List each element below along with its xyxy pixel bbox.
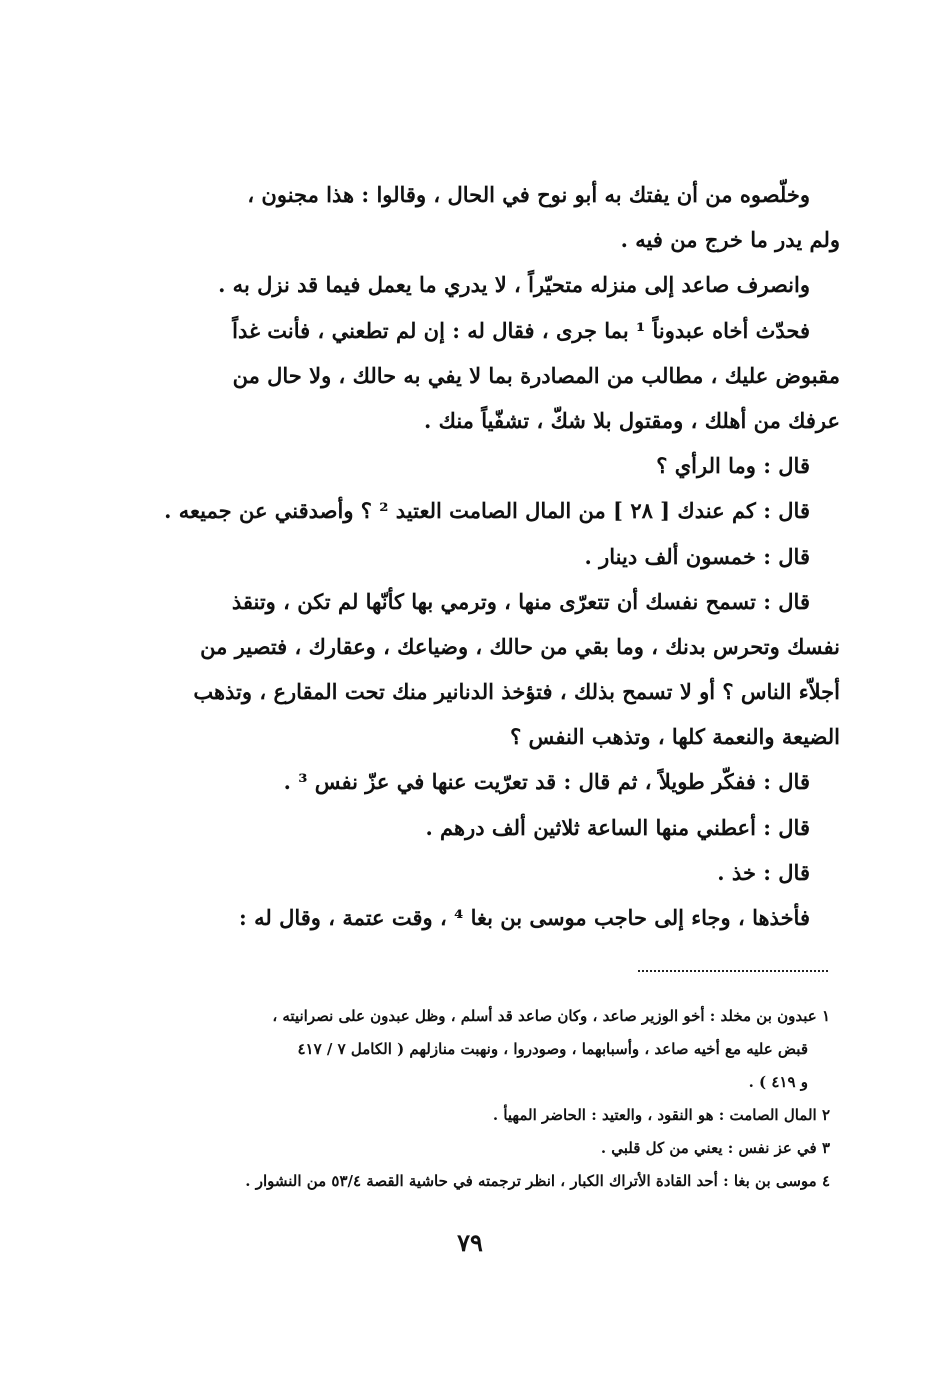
text-line: مقبوض عليك ، مطالب من المصادرة بما لا يفي به حالك ، ولا حال من [232,362,840,388]
text-line: نفسك وتحرس بدنك ، وما بقي من حالك ، وضياعك ، وعقارك ، فتصير من [200,633,840,659]
footnote-line: ٣ في عز نفس : يعني من كل قلبي . [600,1139,830,1157]
text-line: قال : أعطني منها الساعة ثلاثين ألف درهم . [425,814,810,840]
text-line: قال : وما الرأي ؟ [656,453,810,479]
text-line: أجلاّء الناس ؟ أو لا تسمح بذلك ، فتؤخذ الدنانير منك تحت المقارع ، وتذهب [193,679,840,705]
text-line: فأخذها ، وجاء إلى حاجب موسى بن بغا ⁴ ، وقت عتمة ، وقال له : [239,905,810,930]
footnote-line: ٢ المال الصامت : هو النقود ، والعتيد : الحاضر المهيأ . [492,1106,830,1124]
main-text [150,172,840,940]
text-line: قال : تسمح نفسك أن تتعرّى منها ، وترمي بها كأنّها لم تكن ، وتنقذ [231,588,810,614]
footnotes [150,1000,830,1198]
footnote-line: ١ عبدون بن مخلد : أخو الوزير صاعد ، وكان صاعد قد أسلم ، وظل عبدون على نصرانيته ، [272,1007,830,1025]
text-line: الضيعة والنعمة كلها ، وتذهب النفس ؟ [510,724,840,750]
text-line: قال : خذ . [717,859,810,885]
text-line: قال : كم عندك [ ٢٨ ] من المال الصامت العتيد ² ؟ وأصدقني عن جميعه . [164,498,810,524]
text-line: وخلّصوه من أن يفتك به أبو نوح في الحال ، وقالوا : هذا مجنون ، [247,182,810,207]
page-number: ٧٩ [457,1228,483,1257]
footnote-divider [638,970,828,972]
text-line: عرفك من أهلك ، ومقتول بلا شكّ ، تشفّياً منك . [424,407,840,433]
text-line: ولم يدر ما خرج من فيه . [620,227,840,253]
footnote-line: قبض عليه مع أخيه صاعد ، وأسبابهما ، وصودروا ، ونهبت منازلهم ( الكامل ٧ / ٤١٧ [297,1040,808,1058]
footnote-line: ٤ موسى بن بغا : أحد القادة الأتراك الكبار ، انظر ترجمته في حاشية القصة ٥٣/٤ من النشوار . [245,1172,830,1190]
text-line: قال : ففكّر طويلاً ، ثم قال : قد تعرّيت عنها في عزّ نفس ³ . [283,769,810,795]
text-line: فحدّث أخاه عبدوناً ¹ بما جرى ، فقال له : إن لم تطعني ، فأنت غداً [232,317,810,343]
footnote-line: و ٤١٩ ) . [748,1073,808,1091]
text-line: قال : خمسون ألف دينار . [584,543,810,569]
text-line: وانصرف صاعد إلى منزله متحيّراً ، لا يدري ما يعمل فيما قد نزل به . [218,272,810,298]
